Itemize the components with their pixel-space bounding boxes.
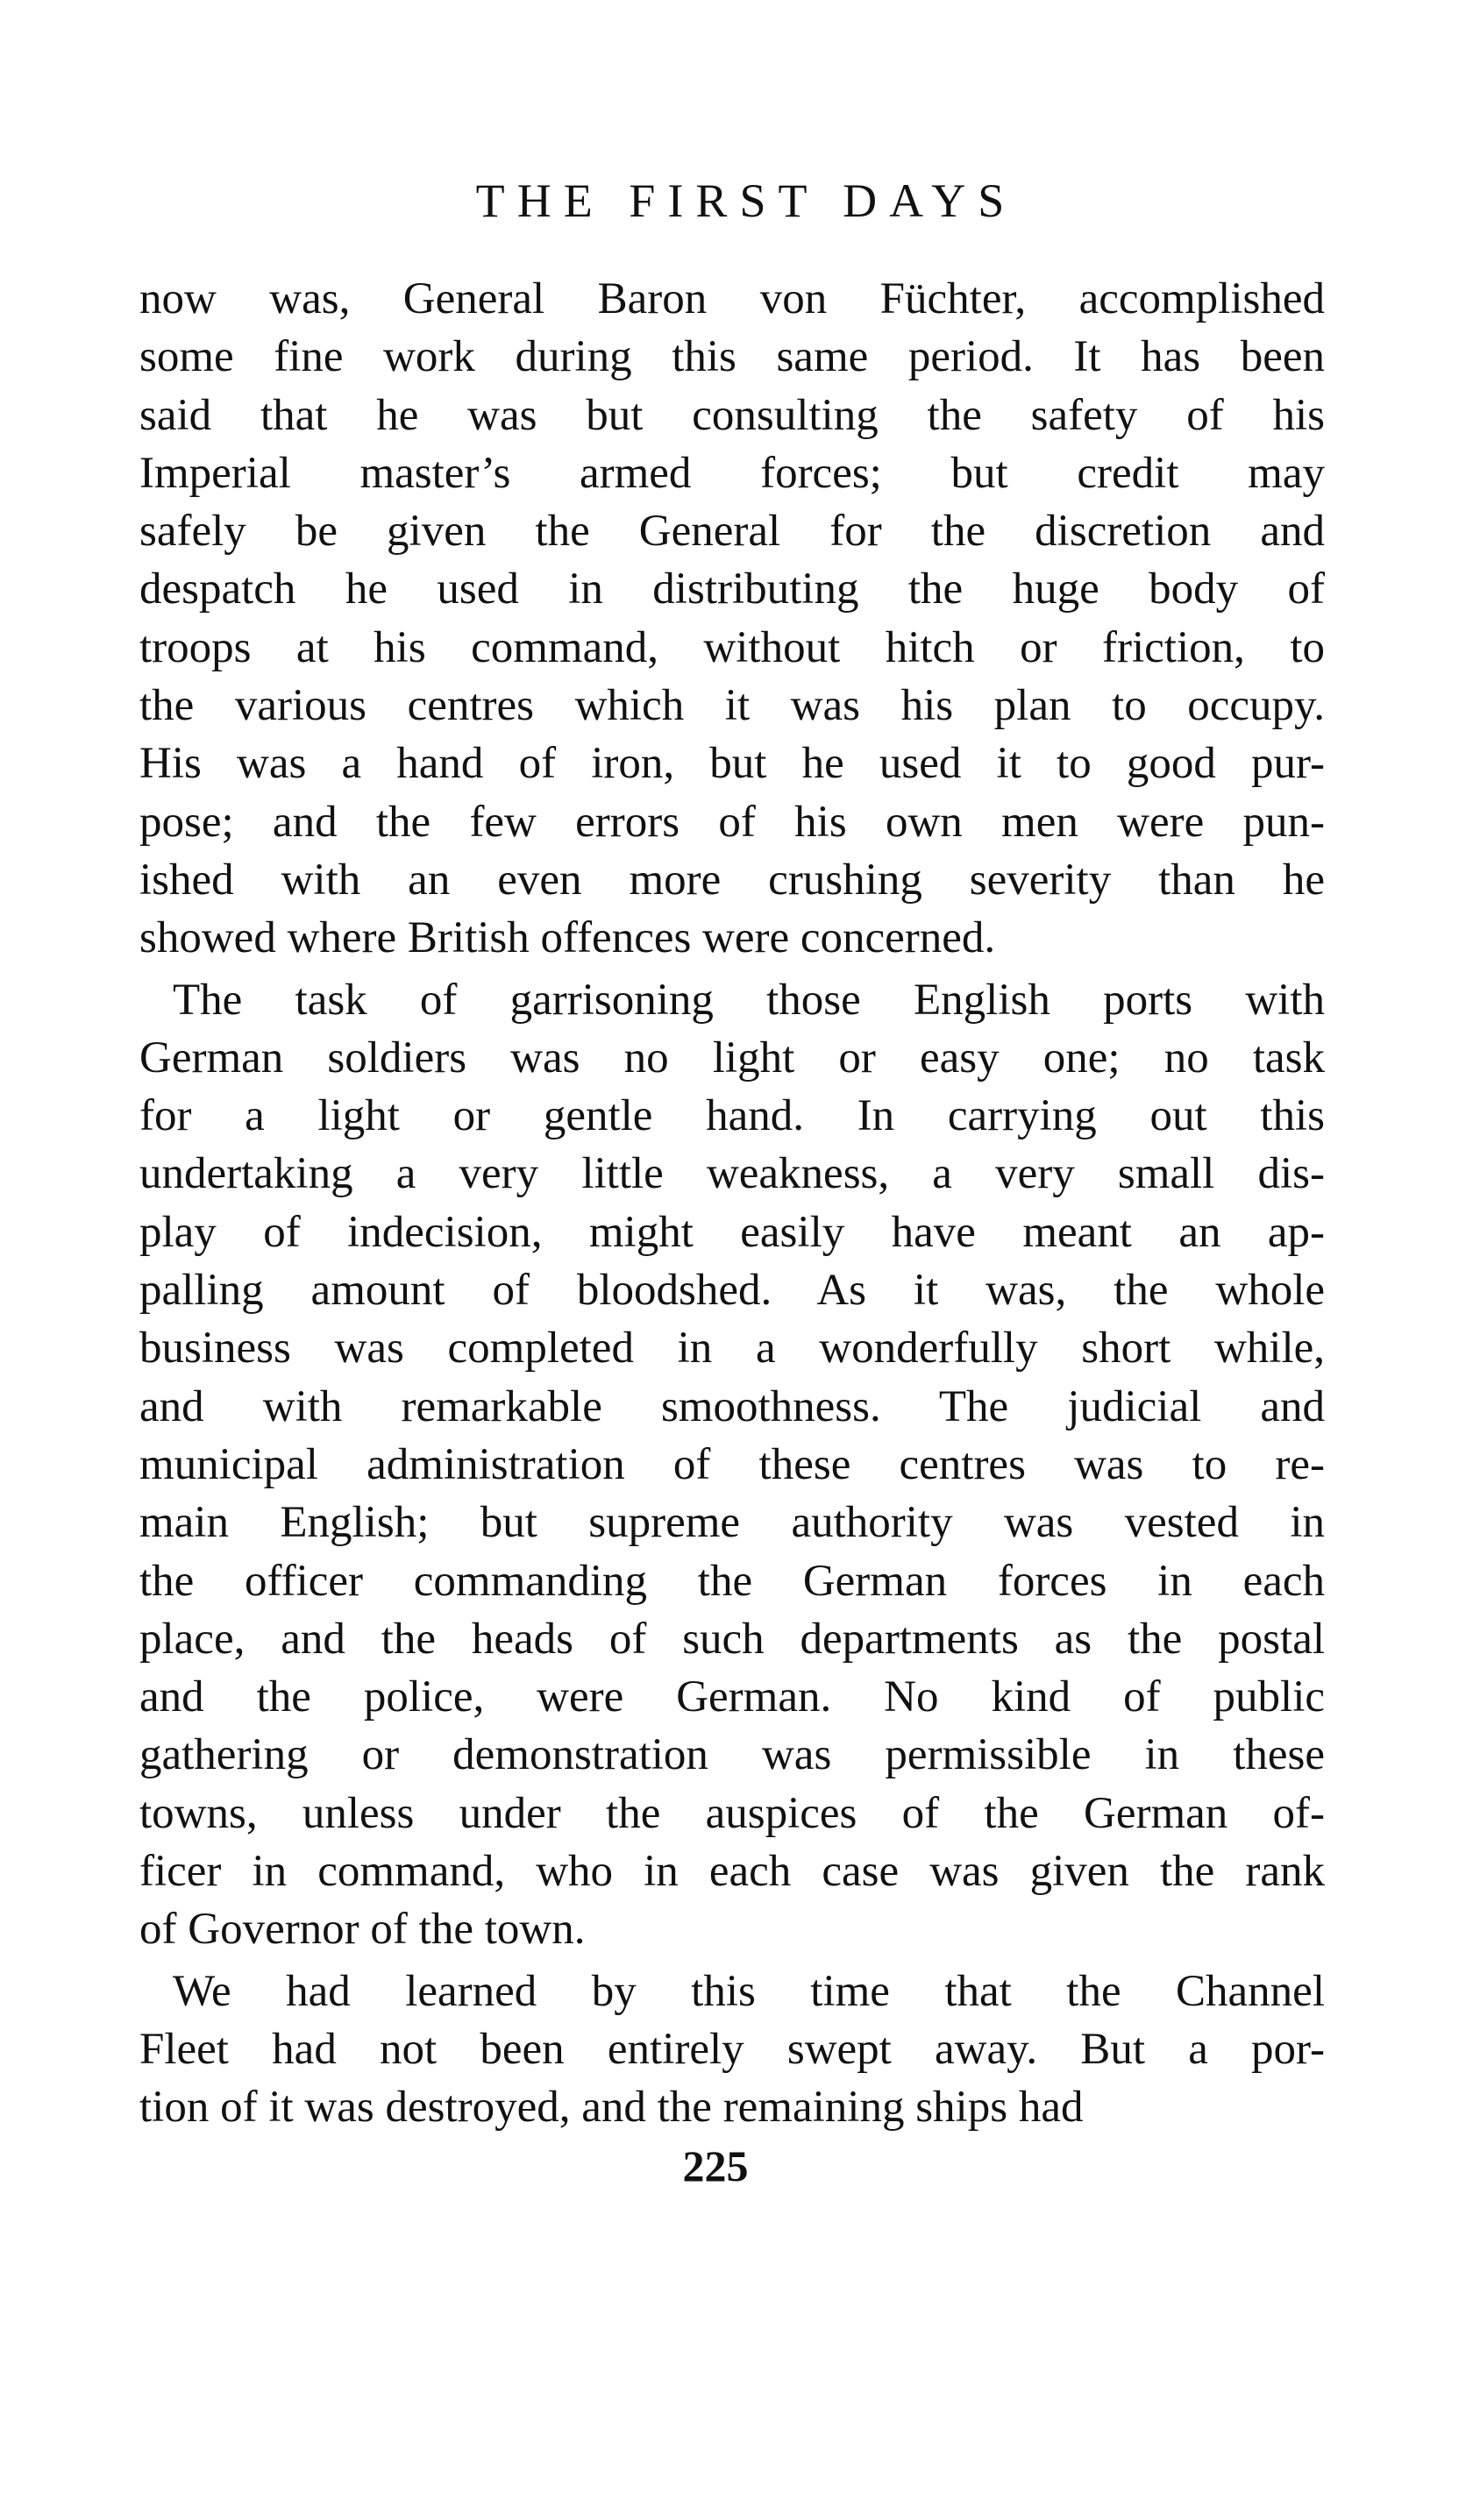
text-line: tion of it was destroyed, and the remaining ships had bbox=[139, 2083, 1084, 2133]
text-line: the officer commanding the German forces in each bbox=[139, 1556, 1325, 1606]
text-line: said that he was but consulting the safety of his bbox=[139, 390, 1325, 440]
text-line: ficer in command, who in each case was given the rank bbox=[139, 1847, 1325, 1897]
text-line: Imperial master’s armed forces; but credit may bbox=[139, 448, 1325, 498]
paragraph bbox=[139, 270, 1325, 968]
text-line: play of indecision, might easily have meant an ap- bbox=[139, 1207, 1325, 1257]
text-line: of Governor of the town. bbox=[139, 1905, 586, 1955]
text-line: despatch he used in distributing the huge body of bbox=[139, 564, 1325, 614]
text-line: municipal administration of these centres was to re- bbox=[139, 1439, 1325, 1489]
text-line: for a light or gentle hand. In carrying out this bbox=[139, 1091, 1325, 1141]
text-line: business was completed in a wonderfully short while, bbox=[139, 1324, 1325, 1374]
text-line: some fine work during this same period. It has been bbox=[139, 332, 1325, 382]
text-line: safely be given the General for the discretion and bbox=[139, 507, 1325, 557]
text-line: and the police, were German. No kind of public bbox=[139, 1672, 1325, 1722]
text-line: undertaking a very little weakness, a very small dis- bbox=[139, 1149, 1325, 1199]
text-line: Fleet had not been entirely swept away. But a por- bbox=[139, 2024, 1325, 2074]
text-line: German soldiers was no light or easy one; no task bbox=[139, 1033, 1325, 1083]
text-line: troops at his command, without hitch or friction, to bbox=[139, 622, 1325, 672]
text-line: now was, General Baron von Füchter, accomplished bbox=[139, 274, 1325, 323]
text-line: place, and the heads of such departments as the postal bbox=[139, 1614, 1325, 1664]
paragraph bbox=[139, 971, 1325, 1959]
running-head: THE FIRST DAYS bbox=[475, 174, 1017, 227]
text-line: gathering or demonstration was permissible in these bbox=[139, 1730, 1325, 1780]
text-line: showed where British offences were concerned. bbox=[139, 913, 996, 963]
text-line: ished with an even more crushing severity than he bbox=[139, 855, 1325, 905]
body-text bbox=[139, 270, 1325, 2137]
text-line: The task of garrisoning those English ports with bbox=[173, 975, 1325, 1025]
text-line: towns, unless under the auspices of the German of- bbox=[139, 1788, 1325, 1838]
paragraph bbox=[139, 1963, 1325, 2137]
text-line: the various centres which it was his plan to occupy. bbox=[139, 681, 1325, 731]
text-line: pose; and the few errors of his own men were pun- bbox=[139, 797, 1325, 847]
text-line: and with remarkable smoothness. The judicial and bbox=[139, 1381, 1325, 1431]
page-number: 225 bbox=[682, 2141, 749, 2190]
text-line: palling amount of bloodshed. As it was, the whole bbox=[139, 1266, 1325, 1316]
text-line: We had learned by this time that the Channel bbox=[173, 1966, 1325, 2016]
text-line: His was a hand of iron, but he used it to good pur- bbox=[139, 739, 1325, 789]
text-line: main English; but supreme authority was vested in bbox=[139, 1498, 1325, 1548]
